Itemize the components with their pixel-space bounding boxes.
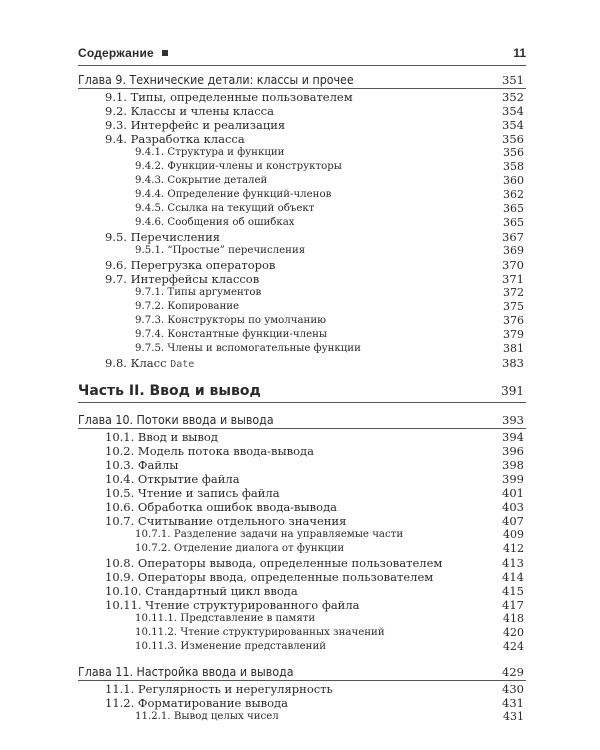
toc-subentry: 10.7.2. Отделение диалога от функции 412 (135, 542, 524, 555)
toc-subentry: 9.4.4. Определение функций-членов 362 (135, 188, 524, 201)
toc-subentry: 9.7.1. Типы аргументов 372 (135, 286, 524, 299)
toc-subentry: 10.11.2. Чтение структурированных значений 420 (135, 626, 524, 639)
chapter-page: 429 (502, 665, 524, 679)
toc-subentry: 10.11.3. Изменение представлений 424 (135, 640, 524, 653)
toc-entry: 10.5. Чтение и запись файла 401 (105, 486, 524, 500)
toc-entry: 11.1. Регулярность и нерегулярность 430 (105, 682, 524, 696)
toc-entry: 10.11. Чтение структурированного файла 417 (105, 598, 524, 612)
chapter-page: 393 (502, 413, 524, 427)
toc-entry: 9.5. Перечисления 367 (105, 230, 524, 244)
chapter-10-entry (0, 412, 600, 428)
page-number: 11 (513, 46, 526, 60)
chapter-title: Глава 11. Настройка ввода и вывода (78, 665, 294, 679)
toc-subentry: 9.4.5. Ссылка на текущий объект 365 (135, 202, 524, 215)
toc-entry: 9.7. Интерфейсы классов 371 (105, 272, 524, 286)
square-bullet-icon (162, 50, 168, 56)
toc-entry: 9.2. Классы и члены класса 354 (105, 104, 524, 118)
toc-entry: 10.3. Файлы 398 (105, 458, 524, 472)
toc-entry: 9.1. Типы, определенные пользователем 352 (105, 90, 524, 104)
chapter-title: Глава 10. Потоки ввода и вывода (78, 413, 274, 427)
table-of-contents (0, 72, 600, 724)
chapter-9-entry (0, 72, 600, 88)
part-page: 391 (501, 384, 524, 398)
toc-entry: 9.8. Класс Date 383 (105, 356, 524, 370)
toc-entry: 10.2. Модель потока ввода-вывода 396 (105, 444, 524, 458)
toc-subentry: 9.7.4. Константные функции-члены 379 (135, 328, 524, 341)
toc-subentry: 10.7.1. Разделение задачи на управляемые части 409 (135, 528, 524, 541)
chapter-title: Глава 9. Технические детали: классы и прочее (78, 73, 354, 87)
toc-entry: 10.1. Ввод и вывод 394 (105, 430, 524, 444)
toc-subentry: 9.7.2. Копирование 375 (135, 300, 524, 313)
toc-entry: 10.8. Операторы вывода, определенные пользователем 413 (105, 556, 524, 570)
toc-subentry: 9.4.1. Структура и функции 356 (135, 146, 524, 159)
chapter-11-entry (0, 664, 600, 680)
code-text: Date (170, 359, 195, 370)
toc-entry: 9.3. Интерфейс и реализация 354 (105, 118, 524, 132)
toc-entry: 10.9. Операторы ввода, определенные пользователем 414 (105, 570, 524, 584)
running-header (78, 46, 526, 64)
section-title: Содержание (78, 46, 168, 60)
toc-subentry: 11.2.1. Вывод целых чисел 431 (135, 710, 524, 723)
toc-subentry: 9.7.5. Члены и вспомогательные функции 381 (135, 342, 524, 355)
toc-subentry: 9.4.2. Функции-члены и конструкторы 358 (135, 160, 524, 173)
toc-entry: 10.6. Обработка ошибок ввода-вывода 403 (105, 500, 524, 514)
toc-entry: 9.6. Перегрузка операторов 370 (105, 258, 524, 272)
toc-entry: 10.4. Открытие файла 399 (105, 472, 524, 486)
toc-entry: 10.7. Считывание отдельного значения 407 (105, 514, 524, 528)
toc-subentry: 9.5.1. “Простые” перечисления 369 (135, 244, 524, 257)
chapter-page: 351 (502, 73, 524, 87)
toc-entry: 10.10. Стандартный цикл ввода 415 (105, 584, 524, 598)
header-rule (78, 65, 526, 66)
toc-subentry: 9.4.3. Сокрытие деталей 360 (135, 174, 524, 187)
toc-entry: 11.2. Форматирование вывода 431 (105, 696, 524, 710)
toc-subentry: 9.7.3. Конструкторы по умолчанию 376 (135, 314, 524, 327)
toc-subentry: 9.4.6. Сообщения об ошибках 365 (135, 216, 524, 229)
toc-subentry: 10.11.1. Представление в памяти 418 (135, 612, 524, 625)
part-2-entry (0, 380, 600, 402)
part-title: Часть II. Ввод и вывод (78, 383, 261, 399)
part-rule (0, 402, 600, 404)
toc-entry: 9.4. Разработка класса 356 (105, 132, 524, 146)
